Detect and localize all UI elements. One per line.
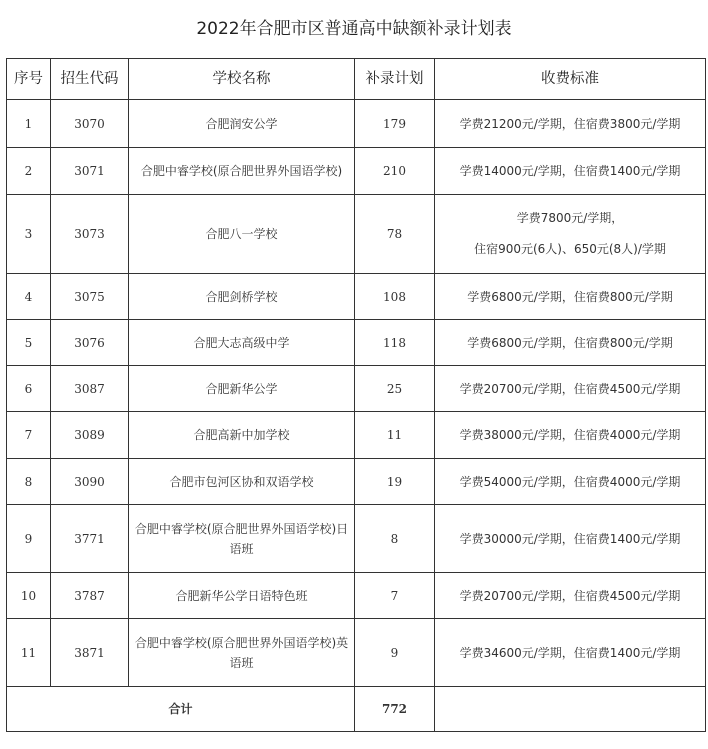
table-row — [7, 100, 706, 148]
table-row — [7, 195, 706, 274]
row-index: 11 — [7, 619, 51, 687]
row-plan: 9 — [355, 619, 435, 687]
row-fee: 学费38000元/学期，住宿费4000元/学期 — [435, 412, 706, 459]
enrollment-plan-table — [6, 58, 706, 732]
row-index: 5 — [7, 320, 51, 366]
row-fee-line-1: 学费7800元/学期， — [516, 211, 624, 225]
row-code: 3771 — [51, 505, 129, 573]
row-index: 4 — [7, 274, 51, 320]
row-code: 3087 — [51, 366, 129, 412]
row-code: 3070 — [51, 100, 129, 148]
row-code: 3071 — [51, 148, 129, 195]
row-school: 合肥润安公学 — [129, 100, 355, 148]
row-code: 3871 — [51, 619, 129, 687]
row-school: 合肥市包河区协和双语学校 — [129, 459, 355, 505]
row-plan: 179 — [355, 100, 435, 148]
row-index: 8 — [7, 459, 51, 505]
page-title: 2022年合肥市区普通高中缺额补录计划表 — [196, 19, 512, 39]
row-index: 10 — [7, 573, 51, 619]
row-plan: 118 — [355, 320, 435, 366]
row-code: 3089 — [51, 412, 129, 459]
row-school: 合肥新华公学日语特色班 — [129, 573, 355, 619]
row-school: 合肥大志高级中学 — [129, 320, 355, 366]
header-index: 序号 — [7, 59, 51, 100]
header-plan: 补录计划 — [355, 59, 435, 100]
row-index: 1 — [7, 100, 51, 148]
total-label: 合计 — [7, 687, 355, 732]
row-school: 合肥中睿学校(原合肥世界外国语学校) — [129, 148, 355, 195]
row-school: 合肥中睿学校(原合肥世界外国语学校)日语班 — [129, 505, 355, 573]
row-code: 3090 — [51, 459, 129, 505]
row-fee — [435, 195, 706, 274]
row-fee: 学费20700元/学期，住宿费4500元/学期 — [435, 366, 706, 412]
total-value: 772 — [355, 687, 435, 732]
row-fee-line-2: 住宿900元(6人)、650元(8人)/学期 — [474, 242, 666, 256]
row-index: 6 — [7, 366, 51, 412]
table-row — [7, 505, 706, 573]
row-index: 3 — [7, 195, 51, 274]
table-row — [7, 148, 706, 195]
row-fee: 学费6800元/学期，住宿费800元/学期 — [435, 320, 706, 366]
row-fee: 学费21200元/学期，住宿费3800元/学期 — [435, 100, 706, 148]
table-total-row — [7, 687, 706, 732]
header-school: 学校名称 — [129, 59, 355, 100]
table-row — [7, 366, 706, 412]
table-header-row — [7, 59, 706, 100]
row-index: 2 — [7, 148, 51, 195]
table-row — [7, 573, 706, 619]
header-fee: 收费标准 — [435, 59, 706, 100]
row-fee: 学费20700元/学期，住宿费4500元/学期 — [435, 573, 706, 619]
table-row — [7, 459, 706, 505]
row-fee: 学费34600元/学期，住宿费1400元/学期 — [435, 619, 706, 687]
row-school: 合肥剑桥学校 — [129, 274, 355, 320]
row-code: 3787 — [51, 573, 129, 619]
row-code: 3076 — [51, 320, 129, 366]
row-index: 9 — [7, 505, 51, 573]
row-plan: 210 — [355, 148, 435, 195]
row-fee: 学费6800元/学期，住宿费800元/学期 — [435, 274, 706, 320]
row-index: 7 — [7, 412, 51, 459]
row-school: 合肥新华公学 — [129, 366, 355, 412]
row-plan: 19 — [355, 459, 435, 505]
header-code: 招生代码 — [51, 59, 129, 100]
row-plan: 25 — [355, 366, 435, 412]
row-fee: 学费30000元/学期，住宿费1400元/学期 — [435, 505, 706, 573]
row-code: 3073 — [51, 195, 129, 274]
table-row — [7, 274, 706, 320]
row-code: 3075 — [51, 274, 129, 320]
row-plan: 11 — [355, 412, 435, 459]
row-plan: 8 — [355, 505, 435, 573]
row-plan: 78 — [355, 195, 435, 274]
row-plan: 7 — [355, 573, 435, 619]
table-row — [7, 619, 706, 687]
table-row — [7, 412, 706, 459]
row-school: 合肥八一学校 — [129, 195, 355, 274]
row-plan: 108 — [355, 274, 435, 320]
total-fee-empty — [435, 687, 706, 732]
row-fee: 学费14000元/学期，住宿费1400元/学期 — [435, 148, 706, 195]
table-row — [7, 320, 706, 366]
row-school: 合肥高新中加学校 — [129, 412, 355, 459]
row-fee: 学费54000元/学期，住宿费4000元/学期 — [435, 459, 706, 505]
row-school: 合肥中睿学校(原合肥世界外国语学校)英语班 — [129, 619, 355, 687]
